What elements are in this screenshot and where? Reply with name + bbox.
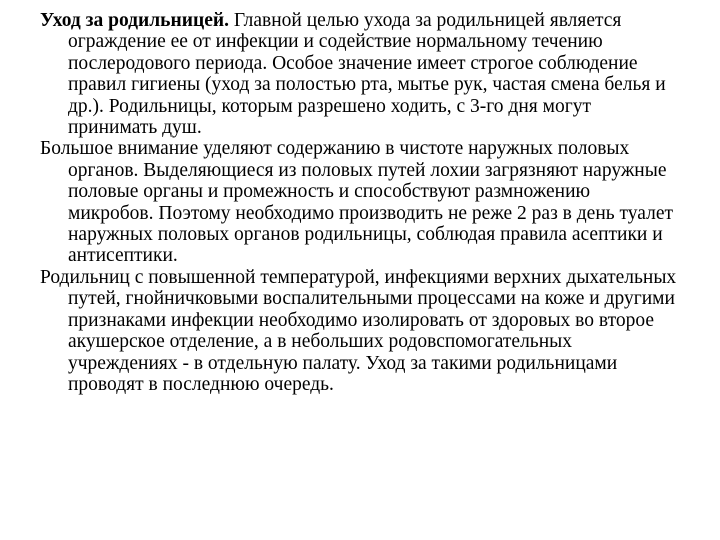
paragraph-heading: Уход за родильницей.: [40, 10, 229, 31]
paragraph-external-genitalia-hygiene: [40, 138, 680, 266]
document-body: [40, 10, 680, 395]
paragraph-care-of-puerpera: [40, 10, 680, 138]
paragraph-isolation: [40, 267, 680, 395]
paragraph-text: Главной целью ухода за родильницей является ограждение ее от инфекции и содействие нормальному течению послеродового периода. Особое значение имеет строгое соблюдение правил гигиены (уход за полостью рта, мытье рук, частая смена белья и др.). Родильницы, которым разрешено ходить, с 3-го дня могут принимать душ.: [68, 10, 666, 139]
paragraph-text: Большое внимание уделяют содержанию в чистоте наружных половых органов. Выделяющиеся из половых путей лохии загрязняют наружные половые органы и промежность и способствуют размножению микробов. Поэтому необходимо производить не реже 2 раз в день туалет наружных половых органов родильницы, соблюдая правила асептики и антисептики.: [40, 138, 674, 267]
paragraph-text: Родильниц с повышенной температурой, инфекциями верхних дыхательных путей, гнойничковыми воспалительными процессами на коже и другими признаками инфекции необходимо изолировать от здоровых во второе акушерское отделение, а в небольших родовспомогательных учреждениях - в отдельную палату. Уход за такими родильницами проводят в последнюю очередь.: [40, 266, 677, 395]
